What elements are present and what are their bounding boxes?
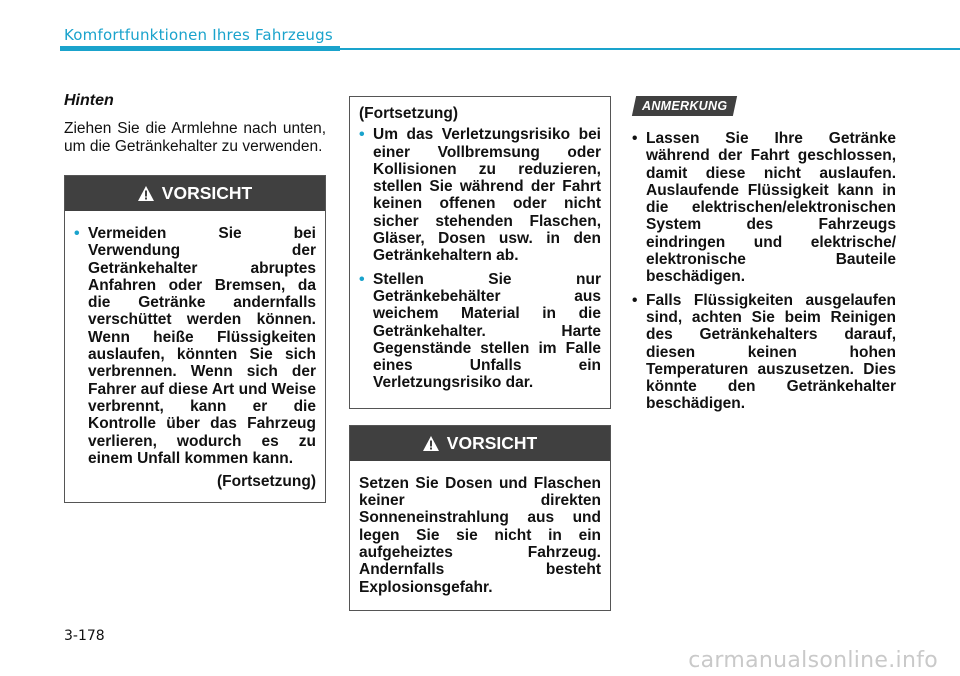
page-number: 3-178 bbox=[64, 628, 105, 644]
note-list bbox=[630, 130, 896, 413]
header-accent-bar bbox=[60, 46, 340, 51]
intro-paragraph: Ziehen Sie die Armlehne nach unten, um die Getränkehalter zu verwenden. bbox=[64, 120, 326, 155]
caution-header bbox=[350, 426, 610, 461]
section-header-title: Komfortfunktionen Ihres Fahrzeugs bbox=[64, 26, 333, 44]
caution-item: • Stellen Sie nur Getränkebehälter aus weichem Material in die Getränkehalter. Harte Gegenstände stellen im Falle eines Unfalls ein Verletzungsrisiko dar. bbox=[359, 270, 601, 392]
caution-label: VORSICHT bbox=[446, 432, 538, 453]
section-heading: Hinten bbox=[64, 92, 114, 109]
caution-label: VORSICHT bbox=[161, 183, 253, 203]
left-column bbox=[64, 92, 326, 503]
caution-item: • Vermeiden Sie bei Verwendung der Getränkehalter abruptes Anfahren oder Bremsen, da die Getränke andernfalls verschüttet werden können. Wenn heiße Flüssigkeiten auslaufen, könnten Sie sich verbrennen. Wenn sich der Fahrer auf diese Art und Weise verbrennt, kann er die Kontrolle über das Fahrzeug verlieren, wodurch es zu einem Unfall kommen kann. bbox=[74, 225, 316, 467]
bullet-icon: • bbox=[632, 130, 638, 147]
caution-text: Setzen Sie Dosen und Flaschen keiner direkten Sonneneinstrahlung aus und legen Sie sie nicht in ein aufgeheiztes Fahrzeug. Andernfalls besteht Explosionsgefahr. bbox=[359, 474, 601, 596]
note-item: • Falls Flüssigkeiten ausgelaufen sind, achten Sie beim Reinigen des Getränkehalters darauf, diesen keinen hohen Temperaturen auszusetzen. Dies könnte den Getränkehalter beschädigen. bbox=[632, 291, 896, 413]
right-column bbox=[630, 96, 896, 419]
caution-box bbox=[349, 425, 611, 611]
note-badge: ANMERKUNG bbox=[632, 96, 738, 116]
note-item: • Lassen Sie Ihre Getränke während der Fahrt geschlossen, damit diese nicht auslaufen. Auslaufende Flüssigkeit kann in die elektrischen/elektronischen System des Fahrzeugs eindringen und elektrische/ elektronische Bauteile beschädigen. bbox=[632, 130, 896, 286]
continued-label: (Fortsetzung) bbox=[359, 105, 459, 122]
watermark: carmanualsonline.info bbox=[688, 648, 938, 673]
bullet-icon: • bbox=[74, 225, 80, 242]
caution-item: • Um das Verletzungsrisiko bei einer Vollbremsung oder Kollisionen zu reduzieren, stellen Sie während der Fahrt keinen offenen oder nicht sicher stehenden Flaschen, Gläser, Dosen usw. in den Getränkehaltern ab. bbox=[359, 126, 601, 265]
bullet-icon: • bbox=[359, 126, 365, 144]
bullet-icon: • bbox=[359, 270, 365, 288]
caution-box bbox=[64, 175, 326, 503]
middle-column bbox=[349, 96, 611, 611]
caution-continuation-box bbox=[349, 96, 611, 409]
continued-label: (Fortsetzung) bbox=[216, 473, 316, 491]
bullet-icon: • bbox=[632, 291, 638, 309]
warning-triangle-icon bbox=[423, 436, 439, 451]
caution-header bbox=[65, 176, 325, 211]
header-rule bbox=[340, 48, 960, 50]
warning-triangle-icon bbox=[138, 186, 154, 201]
